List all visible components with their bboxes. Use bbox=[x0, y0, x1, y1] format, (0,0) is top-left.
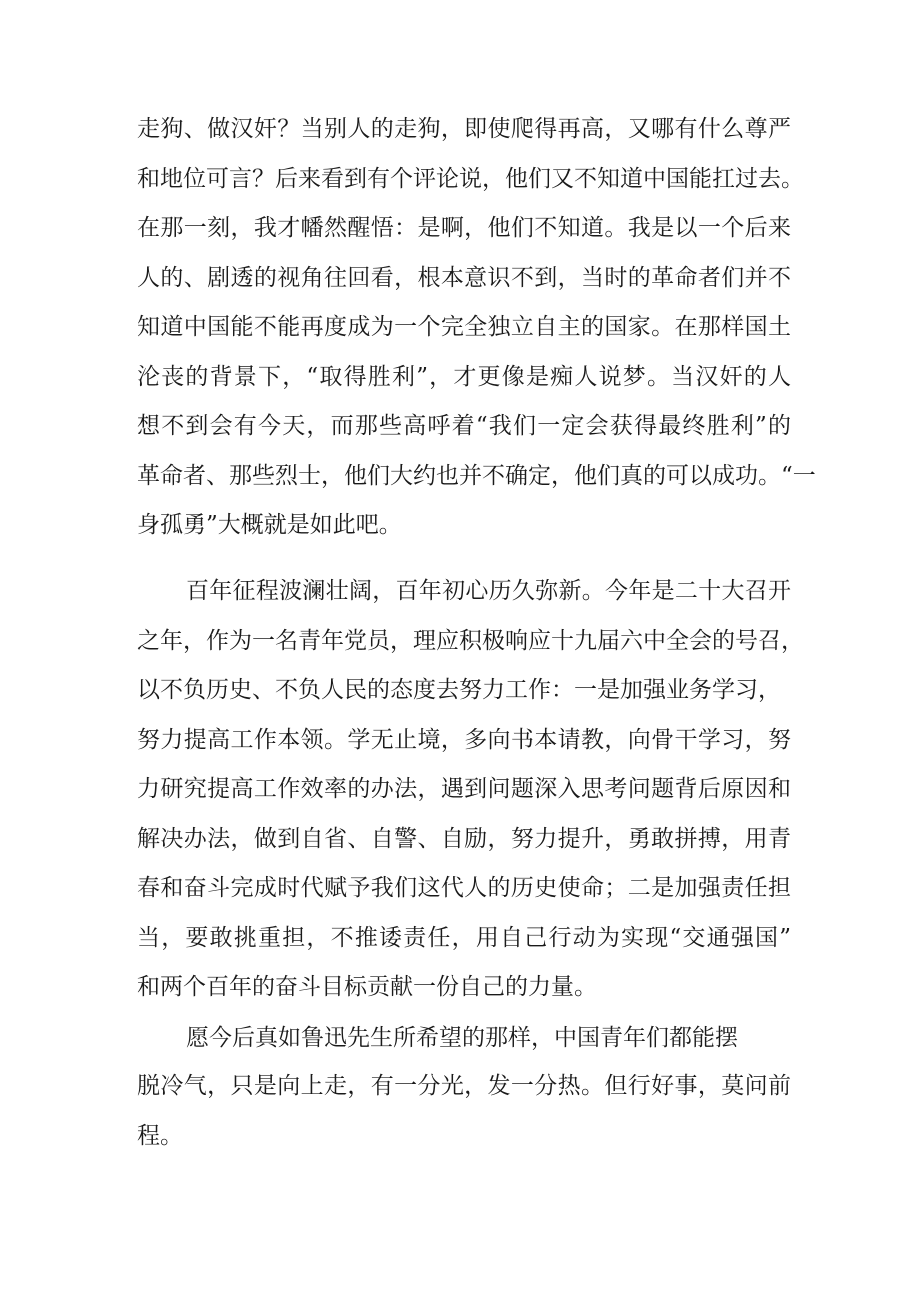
text-line: 人的、剧透的视角往回看，根本意识不到，当时的革命者们并不 bbox=[137, 265, 791, 291]
text-line: 之年，作为一名青年党员，理应积极响应十九届六中全会的号召， bbox=[137, 628, 804, 654]
text-line: 身孤勇”大概就是如此吧。 bbox=[137, 512, 402, 538]
text-line: 百年征程波澜壮阔，百年初心历久弥新。今年是二十大召开 bbox=[186, 578, 791, 604]
text-line: 和两个百年的奋斗目标贡献一份自己的力量。 bbox=[137, 974, 597, 1000]
text-line: 程。 bbox=[137, 1123, 183, 1149]
text-line: 脱冷气，只是向上走，有一分光，发一分热。但行好事，莫问前 bbox=[137, 1073, 791, 1099]
text-line: 和地位可言？后来看到有个评论说，他们又不知道中国能扛过去。 bbox=[137, 166, 804, 192]
text-line: 春和奋斗完成时代赋予我们这代人的历史使命；二是加强责任担 bbox=[137, 875, 791, 901]
text-line: 沦丧的背景下，“取得胜利”，才更像是痴人说梦。当汉奸的人 bbox=[137, 364, 791, 390]
text-line: 知道中国能不能再度成为一个完全独立自主的国家。在那样国土 bbox=[137, 314, 791, 340]
text-line: 解决办法，做到自省、自警、自励，努力提升，勇敢拼搏，用青 bbox=[137, 826, 791, 852]
text-line: 革命者、那些烈士，他们大约也并不确定，他们真的可以成功。“一 bbox=[137, 463, 816, 489]
text-line: 愿今后真如鲁迅先生所希望的那样，中国青年们都能摆 bbox=[186, 1025, 738, 1051]
text-line: 以不负历史、不负人民的态度去努力工作：一是加强业务学习， bbox=[137, 677, 781, 703]
text-line: 努力提高工作本领。学无止境，多向书本请教，向骨干学习，努 bbox=[137, 727, 791, 753]
text-line: 在那一刻，我才幡然醒悟：是啊，他们不知道。我是以一个后来 bbox=[137, 215, 791, 241]
text-line: 当，要敢挑重担，不推诿责任，用自己行动为实现“交通强国” bbox=[137, 925, 791, 951]
text-line: 走狗、做汉奸？当别人的走狗，即使爬得再高，又哪有什么尊严 bbox=[137, 116, 791, 142]
text-line: 想不到会有今天，而那些高呼着“我们一定会获得最终胜利”的 bbox=[137, 413, 791, 439]
text-line: 力研究提高工作效率的办法，遇到问题深入思考问题背后原因和 bbox=[137, 776, 791, 802]
